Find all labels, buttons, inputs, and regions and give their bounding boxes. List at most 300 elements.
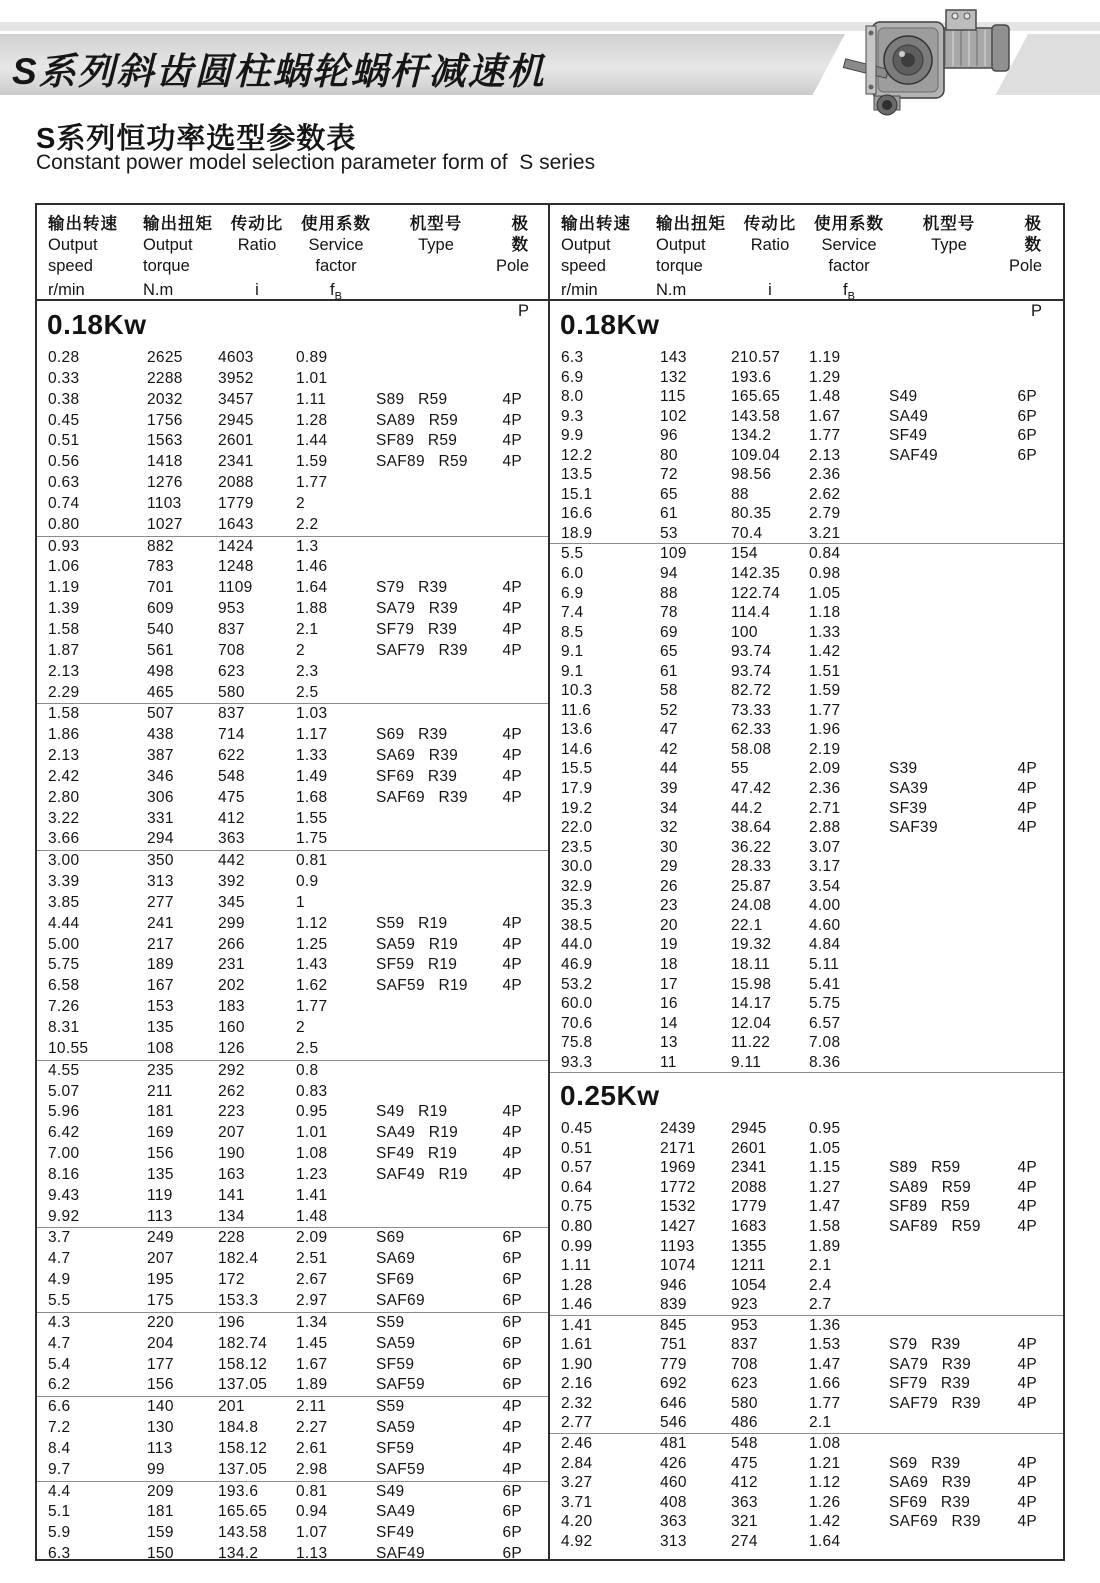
cell-speed: 9.92 xyxy=(48,1207,80,1225)
cell-speed: 19.2 xyxy=(561,799,593,817)
table-row xyxy=(550,857,1063,877)
cell-pole xyxy=(496,1061,548,1082)
cell-speed: 6.0 xyxy=(561,565,584,583)
cell-factor: 0.89 xyxy=(296,349,328,366)
table-row xyxy=(550,485,1063,505)
cell-factor: 1.58 xyxy=(809,1217,841,1235)
cell-factor: 3.54 xyxy=(809,877,841,895)
cell-factor: 1.88 xyxy=(296,600,328,618)
cell-factor: 1.41 xyxy=(296,1186,328,1204)
cell-torque: 177 xyxy=(147,1355,174,1373)
cell-torque: 195 xyxy=(147,1271,174,1289)
cell-ratio: 15.98 xyxy=(731,975,772,993)
cell-ratio: 623 xyxy=(731,1375,758,1393)
cell-speed: 4.7 xyxy=(48,1334,71,1352)
cell-torque: 23 xyxy=(660,897,678,915)
power-section-label: 0.18Kw xyxy=(560,308,660,340)
cell-type: SAF89 R59 xyxy=(889,1217,981,1235)
cell-factor: 1.42 xyxy=(809,1513,841,1531)
col-header-zh: 机型号 xyxy=(922,215,976,233)
table-row xyxy=(550,1033,1063,1053)
col-header-torque xyxy=(656,214,731,322)
cell-ratio: 2088 xyxy=(218,474,254,492)
cell-speed: 3.71 xyxy=(561,1493,593,1511)
cell-ratio: 580 xyxy=(731,1394,758,1412)
table-row xyxy=(37,1397,548,1418)
cell-type xyxy=(889,603,1009,623)
cell-factor: 1.62 xyxy=(296,977,328,995)
col-header-unit: i xyxy=(768,281,772,299)
cell-factor: 5.75 xyxy=(809,995,841,1013)
cell-speed: 12.2 xyxy=(561,446,593,464)
cell-torque: 540 xyxy=(147,620,174,638)
cell-pole: 6P xyxy=(502,1271,522,1289)
cell-pole xyxy=(496,662,548,683)
cell-factor: 1.12 xyxy=(809,1474,841,1492)
cell-torque: 546 xyxy=(660,1414,687,1432)
col-header-unit: i xyxy=(255,281,259,299)
cell-ratio: 165.65 xyxy=(218,1503,268,1521)
cell-ratio: 142.35 xyxy=(731,565,781,583)
cell-torque: 52 xyxy=(660,701,678,719)
table-row xyxy=(550,1454,1063,1474)
cell-pole xyxy=(1009,740,1063,760)
cell-factor: 1.08 xyxy=(296,1145,328,1163)
cell-factor: 1.47 xyxy=(809,1355,841,1373)
table-row xyxy=(550,662,1063,682)
cell-torque: 646 xyxy=(660,1394,687,1412)
cell-pole: 4P xyxy=(1017,1394,1037,1412)
cell-factor: 1.28 xyxy=(296,411,328,429)
col-header-zh: 传动比 xyxy=(230,215,284,233)
cell-speed: 5.1 xyxy=(48,1503,71,1521)
table-row xyxy=(550,348,1063,368)
cell-ratio: 708 xyxy=(731,1355,758,1373)
cell-ratio: 1779 xyxy=(218,494,254,512)
cell-pole: 6P xyxy=(1017,446,1037,464)
cell-factor: 2.5 xyxy=(296,1039,319,1057)
col-header-en: factor xyxy=(828,257,870,275)
cell-type: SA39 xyxy=(889,780,929,798)
table-row xyxy=(37,1313,548,1334)
cell-type: SF49 xyxy=(376,1524,415,1542)
cell-pole: 6P xyxy=(502,1334,522,1352)
cell-pole xyxy=(496,473,548,494)
table-row xyxy=(37,1228,548,1249)
cell-speed: 9.1 xyxy=(561,643,584,661)
cell-ratio: 1643 xyxy=(218,515,254,533)
table-row xyxy=(37,473,548,494)
cell-pole: 4P xyxy=(502,432,522,450)
col-header-en: Type xyxy=(418,236,454,254)
column-header-row xyxy=(550,205,1063,320)
table-row xyxy=(550,1512,1063,1532)
cell-torque: 16 xyxy=(660,995,678,1013)
cell-pole xyxy=(1009,642,1063,662)
cell-factor: 2.7 xyxy=(809,1296,832,1314)
cell-ratio: 126 xyxy=(218,1039,245,1057)
cell-speed: 0.33 xyxy=(48,369,80,387)
cell-type xyxy=(889,720,1009,740)
cell-type xyxy=(889,1413,1009,1433)
cell-type: SF59 xyxy=(376,1439,415,1457)
cell-factor: 1.23 xyxy=(296,1165,328,1183)
cell-speed: 1.39 xyxy=(48,600,80,618)
cell-speed: 0.45 xyxy=(48,411,80,429)
cell-type xyxy=(889,348,1009,368)
cell-pole: 4P xyxy=(502,767,522,785)
cell-pole: 4P xyxy=(1017,760,1037,778)
cell-speed: 0.28 xyxy=(48,349,80,366)
cell-speed: 1.41 xyxy=(561,1316,593,1334)
cell-type xyxy=(889,584,1009,604)
cell-torque: 1532 xyxy=(660,1198,696,1216)
cell-torque: 140 xyxy=(147,1398,174,1416)
cell-type: SF69 R39 xyxy=(889,1493,971,1511)
cell-pole xyxy=(496,872,548,893)
cell-type: SF59 R19 xyxy=(376,956,458,974)
cell-ratio: 1054 xyxy=(731,1276,767,1294)
cell-factor: 1.59 xyxy=(809,682,841,700)
table-row xyxy=(37,578,548,599)
cell-torque: 294 xyxy=(147,830,174,848)
cell-ratio: 14.17 xyxy=(731,995,772,1013)
cell-speed: 0.57 xyxy=(561,1159,593,1177)
table-row xyxy=(37,599,548,620)
cell-ratio: 4603 xyxy=(218,349,254,366)
cell-ratio: 262 xyxy=(218,1082,245,1100)
table-row xyxy=(550,1532,1063,1552)
cell-torque: 69 xyxy=(660,623,678,641)
cell-pole xyxy=(1009,348,1063,368)
table-row xyxy=(550,426,1063,446)
cell-ratio: 70.4 xyxy=(731,524,763,542)
col-header-en: speed xyxy=(48,257,93,275)
cell-type xyxy=(889,681,1009,701)
cell-pole xyxy=(1009,465,1063,485)
cell-torque: 2439 xyxy=(660,1120,696,1138)
cell-type xyxy=(376,348,496,369)
table-row xyxy=(37,1523,548,1544)
cell-torque: 1276 xyxy=(147,474,183,492)
cell-type xyxy=(376,829,496,850)
cell-speed: 0.45 xyxy=(561,1120,593,1138)
cell-ratio: 190 xyxy=(218,1145,245,1163)
cell-torque: 946 xyxy=(660,1276,687,1294)
table-row xyxy=(37,1355,548,1376)
cell-speed: 2.13 xyxy=(48,747,80,765)
cell-ratio: 19.32 xyxy=(731,936,772,954)
cell-type: SAF59 R19 xyxy=(376,977,468,995)
cell-ratio: 486 xyxy=(731,1414,758,1432)
cell-torque: 2288 xyxy=(147,369,183,387)
cell-ratio: 953 xyxy=(218,600,245,618)
cell-torque: 220 xyxy=(147,1313,174,1331)
table-row xyxy=(37,1102,548,1123)
cell-type xyxy=(376,662,496,683)
cell-pole xyxy=(1009,857,1063,877)
cell-ratio: 321 xyxy=(731,1513,758,1531)
cell-torque: 113 xyxy=(147,1207,173,1225)
cell-type xyxy=(889,896,1009,916)
cell-factor: 0.81 xyxy=(296,1482,328,1500)
cell-ratio: 292 xyxy=(218,1061,245,1079)
table-row xyxy=(37,935,548,956)
cell-torque: 156 xyxy=(147,1376,174,1394)
cell-torque: 561 xyxy=(147,641,174,659)
cell-type xyxy=(376,893,496,914)
cell-ratio: 3457 xyxy=(218,390,254,408)
cell-ratio: 299 xyxy=(218,914,245,932)
table-block xyxy=(550,1433,1063,1551)
cell-pole xyxy=(496,1207,548,1228)
cell-ratio: 163 xyxy=(218,1165,245,1183)
table-row xyxy=(550,975,1063,995)
col-header-unit xyxy=(889,280,1009,301)
cell-pole: 6P xyxy=(502,1250,522,1268)
cell-speed: 6.6 xyxy=(48,1398,71,1416)
cell-ratio: 412 xyxy=(731,1474,758,1492)
cell-type: SA59 xyxy=(376,1334,416,1352)
col-header-type xyxy=(889,214,1009,322)
cell-ratio: 3952 xyxy=(218,369,254,387)
cell-speed: 1.06 xyxy=(48,558,80,576)
cell-torque: 331 xyxy=(147,809,174,827)
cell-torque: 609 xyxy=(147,600,174,618)
col-header-unit: r/min xyxy=(561,281,598,299)
cell-pole xyxy=(1009,1532,1063,1552)
cell-factor: 2.71 xyxy=(809,799,841,817)
cell-factor: 1.44 xyxy=(296,432,328,450)
col-header-en xyxy=(889,256,1009,277)
cell-ratio: 88 xyxy=(731,485,749,503)
cell-type xyxy=(889,857,1009,877)
cell-torque: 204 xyxy=(147,1334,174,1352)
cell-torque: 779 xyxy=(660,1355,687,1373)
cell-type: SF59 xyxy=(376,1355,415,1373)
cell-speed: 5.75 xyxy=(48,956,80,974)
table-row xyxy=(37,515,548,536)
cell-speed: 2.42 xyxy=(48,767,80,785)
cell-factor: 1.47 xyxy=(809,1198,841,1216)
table-row xyxy=(550,1295,1063,1315)
table-block xyxy=(37,703,548,850)
cell-factor: 1.64 xyxy=(296,579,328,597)
cell-pole xyxy=(1009,584,1063,604)
cell-pole: 4P xyxy=(1017,1178,1037,1196)
table-block xyxy=(37,1312,548,1396)
table-block xyxy=(550,1119,1063,1314)
cell-pole: 4P xyxy=(502,1439,522,1457)
cell-speed: 2.84 xyxy=(561,1454,593,1472)
col-header-zh: 输出扭矩 xyxy=(656,215,726,233)
cell-torque: 350 xyxy=(147,852,174,870)
cell-ratio: 196 xyxy=(218,1313,245,1331)
cell-ratio: 345 xyxy=(218,893,245,911)
cell-type xyxy=(376,515,496,536)
cell-pole xyxy=(496,851,548,872)
table-row xyxy=(37,1460,548,1481)
cell-ratio: 392 xyxy=(218,873,245,891)
cell-pole xyxy=(1009,994,1063,1014)
cell-speed: 1.19 xyxy=(48,579,80,597)
cell-pole xyxy=(496,515,548,536)
cell-torque: 498 xyxy=(147,662,174,680)
cell-ratio: 442 xyxy=(218,852,245,870)
cell-factor: 0.84 xyxy=(809,545,841,563)
table-row xyxy=(37,1249,548,1270)
table-row xyxy=(550,1473,1063,1493)
cell-factor: 2.4 xyxy=(809,1276,832,1294)
cell-type: SA69 xyxy=(376,1250,416,1268)
table-row xyxy=(37,1482,548,1503)
cell-speed: 4.7 xyxy=(48,1250,71,1268)
cell-type: SAF89 R59 xyxy=(376,453,468,471)
cell-factor: 1.01 xyxy=(296,1124,328,1142)
cell-pole xyxy=(1009,1295,1063,1315)
cell-type xyxy=(376,537,496,558)
cell-speed: 6.3 xyxy=(48,1545,71,1559)
cell-speed: 9.1 xyxy=(561,662,584,680)
cell-pole: 4P xyxy=(1017,1198,1037,1216)
table-row xyxy=(37,1291,548,1312)
cell-speed: 3.27 xyxy=(561,1474,593,1492)
cell-ratio: 25.87 xyxy=(731,877,772,895)
cell-pole: 6P xyxy=(502,1229,522,1247)
cell-torque: 1074 xyxy=(660,1257,696,1275)
table-row xyxy=(37,1165,548,1186)
cell-torque: 29 xyxy=(660,858,678,876)
cell-factor: 2.1 xyxy=(809,1414,832,1432)
cell-pole: 4P xyxy=(502,411,522,429)
table-block xyxy=(37,348,548,536)
cell-torque: 135 xyxy=(147,1165,174,1183)
cell-type: SAF49 xyxy=(376,1545,425,1559)
cell-ratio: 201 xyxy=(218,1398,245,1416)
cell-pole: 6P xyxy=(1017,427,1037,445)
cell-ratio: 223 xyxy=(218,1103,245,1121)
cell-pole xyxy=(496,369,548,390)
cell-type: S59 R19 xyxy=(376,914,448,932)
cell-type xyxy=(889,504,1009,524)
cell-torque: 217 xyxy=(147,935,174,953)
table-row xyxy=(550,368,1063,388)
cell-speed: 70.6 xyxy=(561,1014,593,1032)
cell-torque: 14 xyxy=(660,1014,678,1032)
cell-pole: 4P xyxy=(502,726,522,744)
cell-ratio: 172 xyxy=(218,1271,245,1289)
cell-type: SA59 R19 xyxy=(376,935,459,953)
cell-factor: 1.11 xyxy=(296,390,327,408)
cell-torque: 465 xyxy=(147,683,174,701)
cell-type: SAF69 xyxy=(376,1291,425,1309)
cell-type xyxy=(889,564,1009,584)
cell-speed: 6.58 xyxy=(48,977,80,995)
cell-pole: 4P xyxy=(502,747,522,765)
cell-ratio: 143.58 xyxy=(218,1524,268,1542)
cell-type xyxy=(889,1053,1009,1073)
cell-factor: 1.77 xyxy=(296,998,328,1016)
table-row xyxy=(37,1082,548,1103)
cell-type xyxy=(889,935,1009,955)
cell-ratio: 475 xyxy=(218,788,245,806)
section-title-zh: S系列恒功率选型参数表 xyxy=(36,123,357,155)
cell-torque: 44 xyxy=(660,760,678,778)
cell-pole xyxy=(1009,1014,1063,1034)
table-row xyxy=(550,877,1063,897)
table-row xyxy=(37,1418,548,1439)
cell-pole: 4P xyxy=(1017,819,1037,837)
cell-pole: 6P xyxy=(502,1376,522,1394)
cell-torque: 181 xyxy=(147,1503,174,1521)
cell-type: SA89 R59 xyxy=(376,411,459,429)
table-row xyxy=(37,997,548,1018)
cell-torque: 143 xyxy=(660,349,687,366)
cell-speed: 1.46 xyxy=(561,1296,593,1314)
cell-pole xyxy=(1009,975,1063,995)
table-row xyxy=(550,740,1063,760)
cell-pole xyxy=(496,537,548,558)
cell-torque: 306 xyxy=(147,788,174,806)
cell-speed: 1.87 xyxy=(48,641,80,659)
cell-type xyxy=(889,877,1009,897)
cell-type xyxy=(889,1033,1009,1053)
cell-ratio: 22.1 xyxy=(731,916,763,934)
cell-factor: 0.95 xyxy=(296,1103,328,1121)
col-header-zh: 传动比 xyxy=(743,215,797,233)
cell-ratio: 137.05 xyxy=(218,1376,268,1394)
cell-pole: 4P xyxy=(502,453,522,471)
cell-torque: 156 xyxy=(147,1145,174,1163)
cell-speed: 15.1 xyxy=(561,485,593,503)
cell-ratio: 141 xyxy=(218,1186,245,1204)
cell-factor: 1.15 xyxy=(809,1159,841,1177)
cell-torque: 13 xyxy=(660,1034,678,1052)
table-row xyxy=(550,916,1063,936)
cell-factor: 2.67 xyxy=(296,1271,328,1289)
cell-ratio: 80.35 xyxy=(731,505,772,523)
cell-factor: 5.11 xyxy=(809,955,840,973)
cell-pole xyxy=(1009,877,1063,897)
cell-torque: 78 xyxy=(660,604,678,622)
table-row xyxy=(37,620,548,641)
cell-torque: 132 xyxy=(660,368,687,386)
cell-factor: 1.77 xyxy=(809,1394,841,1412)
cell-factor: 0.98 xyxy=(809,565,841,583)
cell-torque: 1756 xyxy=(147,411,183,429)
cell-factor: 1.01 xyxy=(296,369,328,387)
cell-ratio: 158.12 xyxy=(218,1355,268,1373)
cell-speed: 10.55 xyxy=(48,1039,89,1057)
cell-speed: 53.2 xyxy=(561,975,593,993)
cell-torque: 426 xyxy=(660,1454,687,1472)
col-header-zh: 使用系数 xyxy=(301,215,371,233)
cell-torque: 113 xyxy=(147,1439,173,1457)
cell-speed: 8.31 xyxy=(48,1019,80,1036)
cell-type: S49 R19 xyxy=(376,1103,448,1121)
cell-factor: 1.45 xyxy=(296,1334,328,1352)
cell-type: S79 R39 xyxy=(889,1336,961,1354)
cell-speed: 7.2 xyxy=(48,1419,71,1437)
cell-torque: 692 xyxy=(660,1375,687,1393)
col-header-speed xyxy=(48,214,134,322)
cell-type xyxy=(889,662,1009,682)
cell-type xyxy=(376,1207,496,1228)
cell-factor: 0.95 xyxy=(809,1120,841,1138)
cell-pole: 4P xyxy=(1017,1336,1037,1354)
cell-ratio: 122.74 xyxy=(731,584,781,602)
cell-speed: 3.00 xyxy=(48,852,80,870)
